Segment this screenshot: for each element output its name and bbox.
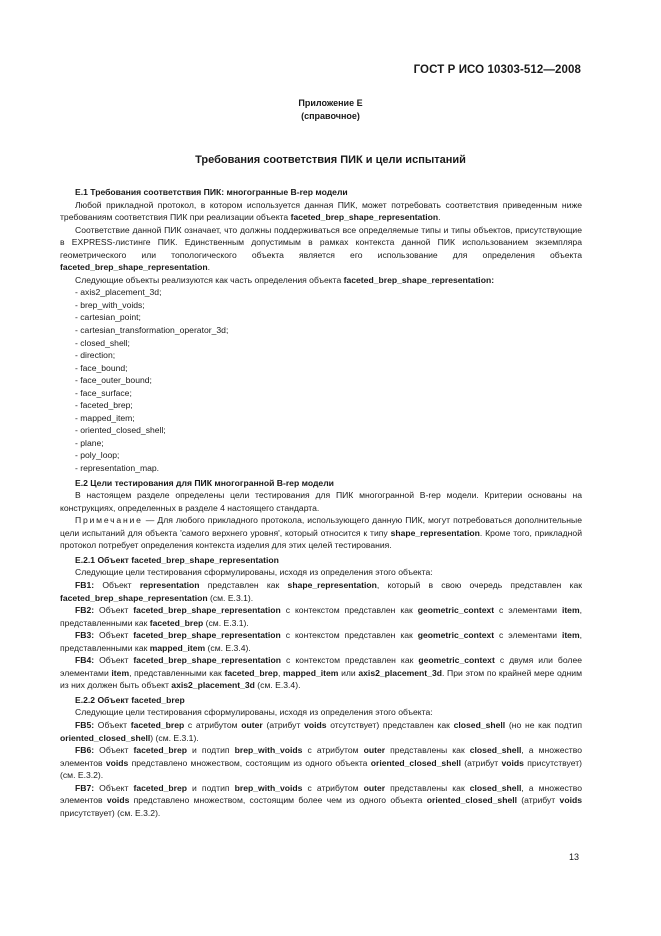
entity-name: item	[111, 667, 130, 678]
text-run: с контекстом представлен как	[281, 655, 419, 666]
text-run: ,	[277, 667, 284, 678]
list-item: - cartesian_transformation_operator_3d;	[75, 325, 229, 336]
text-run: с элементами	[494, 605, 562, 616]
text-run: .	[438, 212, 441, 223]
test-purpose-fb6	[60, 744, 582, 782]
entity-name: outer	[363, 745, 386, 756]
entity-name: representation	[139, 579, 200, 590]
entity-name: outer	[241, 719, 263, 730]
test-purpose-label: FB7:	[75, 782, 95, 793]
entity-name: voids	[304, 719, 327, 730]
entity-name: oriented_closed_shell	[370, 757, 462, 768]
standard-designation: ГОСТ Р ИСО 10303-512—2008	[413, 64, 581, 76]
entity-name: faceted_brep	[133, 745, 187, 756]
text-run: . При этом по крайней мере одним из них должен быть объект	[60, 667, 583, 691]
text-run: Объект	[94, 605, 134, 616]
document-body	[60, 184, 582, 819]
text-run: — Для любого прикладного протокола, использующего данную ПИК, могут потребоваться дополнительные цели испытаний для объекта 'самого верхнего уровня', который относится к типу	[60, 515, 582, 538]
entity-name: faceted_brep_shape_representation	[133, 655, 281, 666]
text-run: , представленными как	[60, 630, 582, 653]
text-run: присутствует) (см. Е.3.2).	[60, 757, 583, 781]
paragraph: Следующие цели тестирования сформулированы, исходя из определения этого объекта:	[75, 567, 433, 578]
list-item: - plane;	[75, 437, 104, 448]
entity-name: oriented_closed_shell	[60, 732, 151, 743]
entity-name: faceted_brep_shape_representation	[133, 605, 281, 616]
list-item: - brep_with_voids;	[75, 299, 145, 310]
text-run: , а множество элементов	[60, 782, 582, 806]
test-purpose-fb5	[60, 719, 582, 744]
paragraph: В настоящем разделе определены цели тестирования для ПИК многогранной B-rep модели. Критерии основаны на конструкциях, определенных в разделе 4 настоящего стандарта.	[60, 490, 582, 513]
text-run: с двумя или более элементами	[60, 655, 583, 678]
text-run: , представленными как	[60, 605, 582, 628]
text-run: Любой прикладной протокол, в котором используется данная ПИК, может потребовать соответствия приведенным ниже требованиям соответствия ПИК при реализации объекта	[60, 199, 582, 223]
entity-name: faceted_brep_shape_representation	[133, 630, 281, 641]
entity-name: closed_shell	[469, 782, 522, 793]
list-item: - faceted_brep;	[75, 400, 133, 411]
entity-name: voids	[559, 795, 582, 806]
entity-name: brep_with_voids	[234, 745, 303, 756]
text-run: представлено множеством, состоящим более чем из одного объекта	[129, 795, 427, 806]
entity-name: faceted_brep_shape_representation	[290, 212, 439, 223]
list-item: - axis2_placement_3d;	[75, 287, 162, 298]
text-run: , который в свою очередь представлен как	[376, 579, 583, 590]
list-item: - direction;	[75, 350, 116, 361]
entity-name: axis2_placement_3d	[171, 680, 255, 691]
entity-name: shape_representation	[287, 579, 377, 590]
text-run: . Кроме того, прикладной протокол потребует определения контекста изделия для этих целей тестирования.	[60, 527, 582, 551]
list-item: - face_bound;	[75, 362, 128, 373]
text-run: Объект	[94, 579, 140, 590]
text-run: (атрибут	[461, 757, 502, 768]
test-purpose-label: FB4:	[75, 655, 95, 666]
text-run: (но не как подтип	[505, 719, 582, 730]
text-run: или	[338, 667, 359, 678]
entity-name: geometric_context	[417, 630, 495, 641]
heading-e2: Е.2 Цели тестирования для ПИК многогранной B-rep модели	[75, 477, 334, 488]
test-purpose-label: FB2:	[75, 605, 95, 616]
list-item: - closed_shell;	[75, 337, 130, 348]
text-run: (см. Е.3.4).	[205, 642, 251, 653]
text-run: представлены как	[385, 782, 470, 793]
text-run: (атрибут	[517, 795, 560, 806]
paragraph	[60, 199, 582, 224]
paragraph: Следующие цели тестирования сформулированы, исходя из определения этого объекта:	[75, 707, 433, 718]
entity-name: oriented_closed_shell	[426, 795, 518, 806]
list-item: - cartesian_point;	[75, 312, 141, 323]
text-run: представлено множеством, состоящим из одного объекта	[128, 757, 371, 768]
test-purpose-label: FB6:	[75, 745, 95, 756]
note	[60, 514, 582, 552]
text-run: с атрибутом	[302, 745, 364, 756]
list-item: - representation_map.	[75, 463, 160, 474]
entity-name: mapped_item	[149, 642, 206, 653]
entity-name: faceted_brep_shape_representation	[60, 592, 208, 603]
entity-name: geometric_context	[418, 655, 495, 666]
entity-name: geometric_context	[417, 605, 495, 616]
text-run: отсутствует) представлен как	[326, 719, 454, 730]
text-run: (см. Е.3.1).	[203, 617, 249, 628]
text-run: (см. Е.3.1).	[207, 592, 254, 603]
entity-name: brep_with_voids	[234, 782, 303, 793]
text-run: представлен как	[199, 579, 288, 590]
paragraph	[60, 224, 582, 274]
list-item: - face_surface;	[75, 387, 132, 398]
list-item: - poly_loop;	[75, 450, 120, 461]
entity-name: outer	[363, 782, 386, 793]
list-item: - face_outer_bound;	[75, 375, 152, 386]
entity-name: voids	[106, 795, 130, 806]
text-run: с контекстом представлен как	[280, 630, 418, 641]
text-run: .	[207, 262, 210, 273]
text-run: с элементами	[494, 630, 562, 641]
annex-title: Приложение Е	[298, 98, 363, 108]
test-purpose-label: FB5:	[75, 719, 95, 730]
test-purpose-fb2	[60, 604, 582, 629]
page-number: 13	[568, 852, 579, 862]
annex-kind: (справочное)	[301, 111, 360, 121]
text-run: присутствует) (см. Е.3.2).	[60, 807, 161, 818]
entity-name: voids	[501, 757, 524, 768]
heading-e22: Е.2.2 Объект faceted_brep	[75, 694, 185, 705]
text-run: Следующие объекты реализуются как часть определения объекта	[75, 274, 344, 285]
text-run: (атрибут	[262, 719, 305, 730]
entity-name: voids	[105, 757, 129, 768]
entity-name: faceted_brep_shape_representation	[60, 262, 208, 273]
text-run: с атрибутом	[184, 719, 242, 730]
text-run: и подтип	[187, 745, 235, 756]
entity-name: faceted_brep	[149, 617, 204, 628]
heading-e21: Е.2.1 Объект faceted_brep_shape_representation	[75, 554, 279, 565]
entity-name: closed_shell	[469, 745, 522, 756]
entity-name: closed_shell	[453, 719, 506, 730]
entity-name: item	[561, 630, 580, 641]
text-run: Объект	[94, 745, 134, 756]
heading-e1: Е.1 Требования соответствия ПИК: многогранные B-rep модели	[75, 187, 348, 197]
entity-name: shape_representation	[390, 527, 480, 538]
test-purpose-label: FB1:	[75, 579, 95, 590]
list-item: - mapped_item;	[75, 412, 135, 423]
test-purpose-fb4	[60, 654, 582, 692]
entity-name: axis2_placement_3d	[358, 667, 442, 678]
note-label: Примечание	[75, 515, 143, 526]
section-title: Требования соответствия ПИК и цели испытаний	[195, 154, 466, 166]
text-run: , а множество элементов	[60, 745, 582, 768]
text-run: Соответствие данной ПИК означает, что должны поддерживаться все определяемые типы и типы объектов, присутствующие в EXPRESS-листинге ПИК. Единственным допустимым в рамках контекста данной ПИК использованием экземпляра геометрического или топологического объекта является его использование для определения объекта	[60, 224, 582, 260]
entity-name: faceted_brep	[133, 782, 187, 793]
entity-name: item	[561, 605, 580, 616]
text-run: Объект	[94, 719, 131, 730]
text-run: Объект	[94, 782, 134, 793]
list-item: - oriented_closed_shell;	[75, 425, 166, 436]
entity-name: faceted_brep	[130, 719, 185, 730]
test-purpose-fb1	[60, 579, 582, 604]
test-purpose-fb3	[60, 629, 582, 654]
paragraph	[60, 274, 582, 287]
text-run: ) (см. Е.3.1).	[150, 732, 199, 743]
text-run: (см. Е.3.4).	[254, 680, 301, 691]
text-run: с атрибутом	[302, 782, 364, 793]
test-purpose-label: FB3:	[75, 630, 95, 641]
entity-name: mapped_item	[283, 667, 339, 678]
entity-list	[60, 286, 582, 474]
text-run: Объект	[94, 655, 134, 666]
text-run: Объект	[94, 630, 134, 641]
test-purpose-fb7	[60, 782, 582, 820]
entity-name: faceted_brep_shape_representation:	[343, 274, 495, 285]
text-run: , представленными как	[129, 667, 225, 678]
text-run: с контекстом представлен как	[280, 605, 418, 616]
entity-name: faceted_brep	[224, 667, 278, 678]
text-run: представлены как	[385, 745, 470, 756]
text-run: и подтип	[187, 782, 235, 793]
